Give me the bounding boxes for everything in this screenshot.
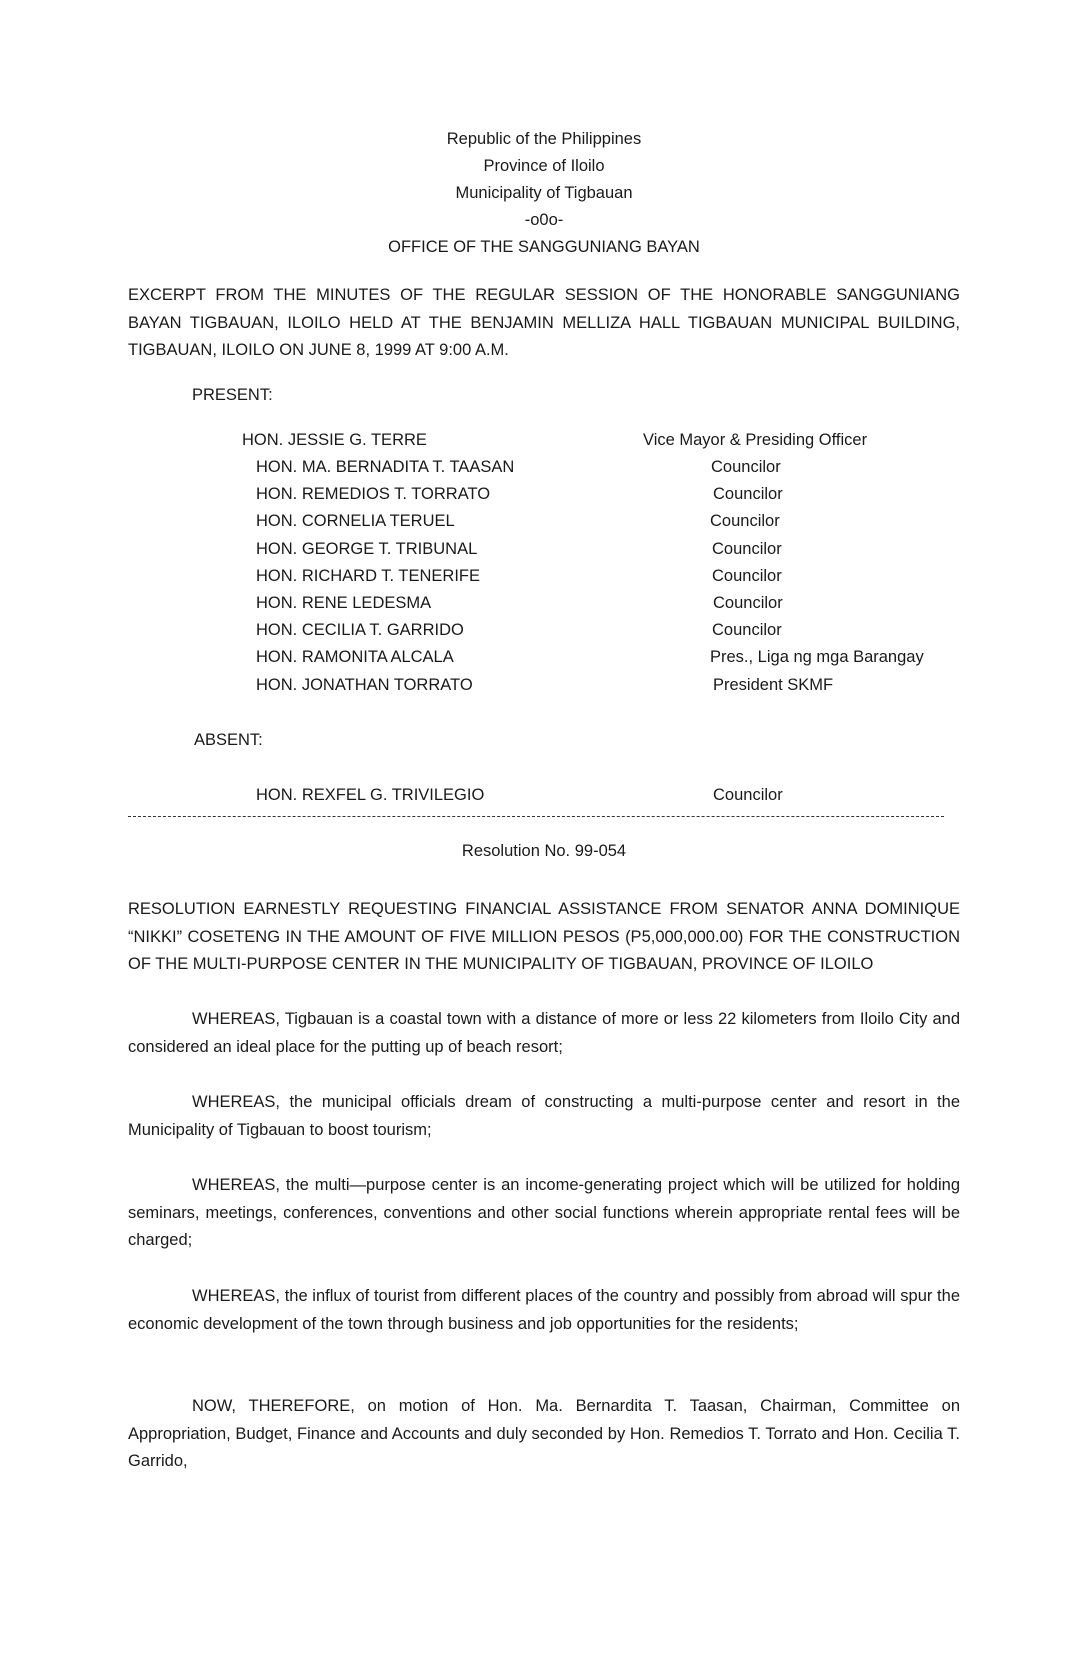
attendee-name: HON. MA. BERNADITA T. TAASAN bbox=[256, 458, 515, 476]
resolution-number: Resolution No. 99-054 bbox=[461, 842, 627, 860]
header-municipality: Municipality of Tigbauan bbox=[455, 184, 633, 202]
absent-label: ABSENT: bbox=[194, 731, 263, 749]
attendee-name: HON. CECILIA T. GARRIDO bbox=[256, 621, 464, 639]
attendee-role: President SKMF bbox=[713, 676, 834, 694]
attendee-name: HON. RICHARD T. TENERIFE bbox=[256, 567, 480, 585]
dashed-divider bbox=[128, 816, 944, 817]
whereas-clause: WHEREAS, Tigbauan is a coastal town with a distance of more or less 22 kilometers from Iloilo City and considered an ideal place for the putting up of beach resort; bbox=[128, 1010, 960, 1056]
attendee-name: HON. CORNELIA TERUEL bbox=[256, 512, 455, 530]
header-separator: -o0o- bbox=[524, 211, 564, 229]
attendee-role: Councilor bbox=[712, 567, 782, 585]
attendee-name: HON. REMEDIOS T. TORRATO bbox=[256, 485, 491, 503]
present-label: PRESENT: bbox=[192, 386, 273, 404]
excerpt-paragraph: EXCERPT FROM THE MINUTES OF THE REGULAR SESSION OF THE HONORABLE SANGGUNIANG BAYAN TIGBAUAN, ILOILO HELD AT THE BENJAMIN MELLIZA HALL TIGBAUAN MUNICIPAL BUILDING, TIGBAUAN, ILOILO ON JUNE 8, 1999 AT 9:00 A.M. bbox=[128, 286, 960, 359]
absentee-role: Councilor bbox=[713, 786, 783, 804]
attendee-role: Councilor bbox=[712, 621, 782, 639]
attendee-role: Vice Mayor & Presiding Officer bbox=[643, 431, 868, 449]
attendee-role: Pres., Liga ng mga Barangay bbox=[710, 648, 924, 666]
attendee-role: Councilor bbox=[712, 540, 782, 558]
absentee-name: HON. REXFEL G. TRIVILEGIO bbox=[256, 786, 485, 804]
attendee-role: Councilor bbox=[711, 458, 781, 476]
resolution-title: RESOLUTION EARNESTLY REQUESTING FINANCIAL ASSISTANCE FROM SENATOR ANNA DOMINIQUE “NIKKI” COSETENG IN THE AMOUNT OF FIVE MILLION PESOS (P5,000,000.00) FOR THE CONSTRUCTION OF THE MULTI-PURPOSE CENTER IN THE MUNICIPALITY OF TIGBAUAN, PROVINCE OF ILOILO bbox=[128, 900, 960, 973]
attendee-role: Councilor bbox=[713, 485, 783, 503]
attendee-name: HON. RAMONITA ALCALA bbox=[256, 648, 454, 666]
whereas-clause: WHEREAS, the multi—purpose center is an income-generating project which will be utilized for holding seminars, meetings, conferences, conventions and other social functions wherein appropriate rental fees will be charged; bbox=[128, 1176, 960, 1249]
header-republic: Republic of the Philippines bbox=[446, 130, 642, 148]
whereas-clause: WHEREAS, the influx of tourist from different places of the country and possibly from abroad will spur the economic development of the town through business and job opportunities for the residents; bbox=[128, 1287, 960, 1333]
attendee-name: HON. GEORGE T. TRIBUNAL bbox=[256, 540, 478, 558]
header-office: OFFICE OF THE SANGGUNIANG BAYAN bbox=[388, 238, 700, 256]
attendee-name: HON. RENE LEDESMA bbox=[256, 594, 432, 612]
attendee-role: Councilor bbox=[713, 594, 783, 612]
now-therefore-clause: NOW, THEREFORE, on motion of Hon. Ma. Bernardita T. Taasan, Chairman, Committee on Appropriation, Budget, Finance and Accounts and duly seconded by Hon. Remedios T. Torrato and Hon. Cecilia T. Garrido, bbox=[128, 1397, 960, 1470]
header-province: Province of Iloilo bbox=[483, 157, 605, 175]
attendee-name: HON. JESSIE G. TERRE bbox=[242, 431, 427, 449]
attendee-name: HON. JONATHAN TORRATO bbox=[256, 676, 473, 694]
attendee-role: Councilor bbox=[710, 512, 780, 530]
whereas-clause: WHEREAS, the municipal officials dream of constructing a multi-purpose center and resort in the Municipality of Tigbauan to boost tourism; bbox=[128, 1093, 960, 1139]
